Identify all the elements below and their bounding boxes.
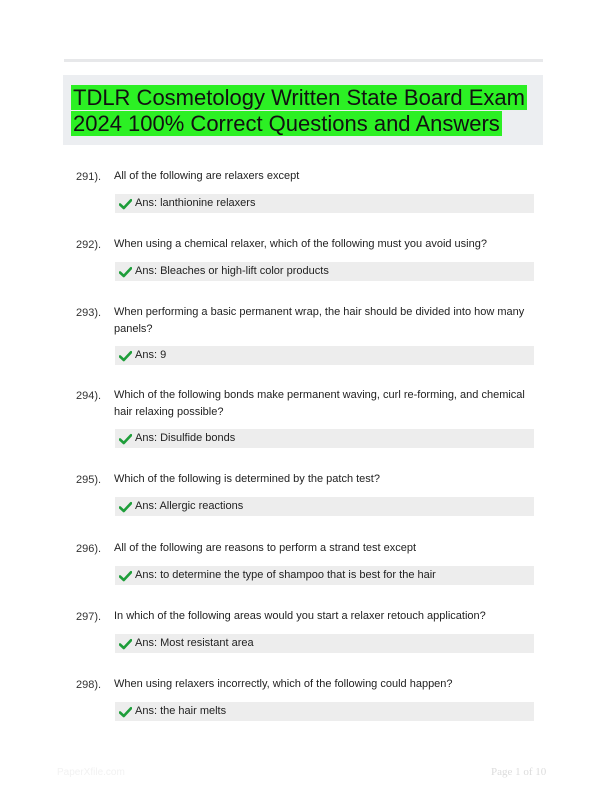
- answer-box: [115, 497, 534, 516]
- answer-text: Ans: Allergic reactions: [135, 500, 244, 512]
- question-number: 295).: [76, 474, 102, 486]
- answer-box: [115, 429, 534, 448]
- question-number: 292).: [76, 239, 102, 251]
- answer-box: [115, 346, 534, 365]
- check-icon: [119, 570, 132, 582]
- question-text: Which of the following is determined by the patch test?: [114, 473, 380, 485]
- question-number: 293).: [76, 307, 102, 319]
- answer-text: Ans: 9: [135, 349, 167, 361]
- question-number: 296).: [76, 543, 102, 555]
- check-icon: [119, 266, 132, 278]
- answer-box: [115, 702, 534, 721]
- answer-text: Ans: Most resistant area: [135, 637, 254, 649]
- check-icon: [119, 198, 132, 210]
- question-text: When performing a basic permanent wrap, the hair should be divided into how many panels?: [114, 306, 525, 335]
- check-icon: [119, 638, 132, 650]
- footer-watermark: PaperXfile.com: [57, 767, 125, 778]
- question-text: All of the following are reasons to perform a strand test except: [114, 542, 417, 554]
- answer-text: Ans: to determine the type of shampoo that is best for the hair: [135, 569, 436, 581]
- check-icon: [119, 706, 132, 718]
- question-text: In which of the following areas would you start a relaxer retouch application?: [114, 610, 486, 622]
- question-number: 294).: [76, 390, 102, 402]
- page-indicator: Page 1 of 10: [491, 766, 547, 778]
- title-banner: [63, 75, 543, 145]
- question-text: When using a chemical relaxer, which of the following must you avoid using?: [114, 238, 487, 250]
- answer-text: Ans: Bleaches or high-lift color products: [135, 265, 329, 277]
- question-number: 298).: [76, 679, 102, 691]
- top-divider: [64, 59, 543, 62]
- check-icon: [119, 501, 132, 513]
- document-title-highlight: TDLR Cosmetology Written State Board Exam 2024 100% Correct Questions and Answers: [73, 85, 525, 136]
- answer-box: [115, 262, 534, 281]
- check-icon: [119, 433, 132, 445]
- question-number: 291).: [76, 171, 102, 183]
- answer-box: [115, 194, 534, 213]
- check-icon: [119, 350, 132, 362]
- answer-text: Ans: Disulfide bonds: [135, 432, 236, 444]
- question-number: 297).: [76, 611, 102, 623]
- document-title: [71, 85, 531, 137]
- question-text: Which of the following bonds make permanent waving, curl re-forming, and chemical hair relaxing possible?: [114, 389, 525, 418]
- question-text: All of the following are relaxers except: [114, 170, 300, 182]
- question-text: When using relaxers incorrectly, which of the following could happen?: [114, 678, 453, 690]
- answer-box: [115, 634, 534, 653]
- answer-text: Ans: lanthionine relaxers: [135, 197, 256, 209]
- answer-text: Ans: the hair melts: [135, 705, 227, 717]
- answer-box: [115, 566, 534, 585]
